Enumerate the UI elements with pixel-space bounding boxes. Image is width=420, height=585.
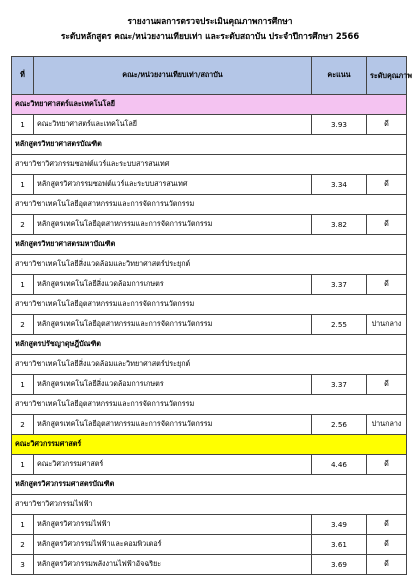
row-no: 3 <box>12 555 34 575</box>
row-no: 2 <box>12 315 34 335</box>
row-label: หลักสูตรวิทยาศาสตรมหาบัณฑิต <box>12 235 407 255</box>
row-label: สาขาวิชาเทคโนโลยีอุตสาหกรรมและการจัดการนวัตกรรม <box>12 295 407 315</box>
row-label: สาขาวิชาวิศวกรรมไฟฟ้า <box>12 495 407 515</box>
faculty-row <box>12 95 407 115</box>
row-level: ดี <box>367 535 407 555</box>
row-label: สาขาวิชาเทคโนโลยีอุตสาหกรรมและการจัดการนวัตกรรม <box>12 395 407 415</box>
major-row <box>12 195 407 215</box>
row-no: 1 <box>12 115 34 135</box>
row-label: หลักสูตรวิศวกรรมศาสตรบัณฑิต <box>12 475 407 495</box>
row-label: สาขาวิชาเทคโนโลยีอุตสาหกรรมและการจัดการนวัตกรรม <box>12 195 407 215</box>
row-label: สาขาวิชาวิศวกรรมซอฟต์แวร์และระบบสารสนเทศ <box>12 155 407 175</box>
row-level: ดี <box>367 455 407 475</box>
header-score: คะแนน <box>312 57 367 95</box>
header-name: คณะ/หน่วยงานเทียบเท่า/สถาบัน <box>34 57 312 95</box>
row-score: 4.46 <box>312 455 367 475</box>
row-no: 1 <box>12 275 34 295</box>
row-level: ปานกลาง <box>367 415 407 435</box>
row-no: 1 <box>12 175 34 195</box>
program-level-row <box>12 475 407 495</box>
major-row <box>12 355 407 375</box>
program-level-row <box>12 235 407 255</box>
program-level-row <box>12 135 407 155</box>
row-label: คณะวิทยาศาสตร์และเทคโนโลยี <box>12 95 407 115</box>
row-name: หลักสูตรเทคโนโลยีสิ่งแวดล้อมการเกษตร <box>34 275 312 295</box>
row-level: ดี <box>367 215 407 235</box>
row-name: คณะวิทยาศาสตร์และเทคโนโลยี <box>34 115 312 135</box>
major-row <box>12 295 407 315</box>
row-name: คณะวิศวกรรมศาสตร์ <box>34 455 312 475</box>
assessment-table <box>11 56 412 575</box>
row-no: 2 <box>12 415 34 435</box>
row-no: 1 <box>12 375 34 395</box>
row-name: หลักสูตรวิศวกรรมพลังงานไฟฟ้าอัจฉริยะ <box>34 555 312 575</box>
table-row <box>12 415 407 435</box>
table-row <box>12 375 407 395</box>
row-score: 3.37 <box>312 375 367 395</box>
row-score: 3.69 <box>312 555 367 575</box>
row-score: 3.82 <box>312 215 367 235</box>
row-score: 3.93 <box>312 115 367 135</box>
faculty-row <box>12 435 407 455</box>
row-name: หลักสูตรเทคโนโลยีอุตสาหกรรมและการจัดการนวัตกรรม <box>34 215 312 235</box>
table-row <box>12 115 407 135</box>
row-name: หลักสูตรเทคโนโลยีอุตสาหกรรมและการจัดการนวัตกรรม <box>34 415 312 435</box>
row-level: ดี <box>367 175 407 195</box>
row-name: หลักสูตรวิศวกรรมซอฟต์แวร์และระบบสารสนเทศ <box>34 175 312 195</box>
table-row <box>12 175 407 195</box>
header-no: ที่ <box>12 57 34 95</box>
major-row <box>12 395 407 415</box>
table-row <box>12 455 407 475</box>
row-level: ปานกลาง <box>367 315 407 335</box>
row-label: สาขาวิชาเทคโนโลยีสิ่งแวดล้อมและวิทยาศาสตร์ประยุกต์ <box>12 255 407 275</box>
table-row <box>12 535 407 555</box>
row-no: 1 <box>12 455 34 475</box>
major-row <box>12 155 407 175</box>
row-name: หลักสูตรวิศวกรรมไฟฟ้าและคอมพิวเตอร์ <box>34 535 312 555</box>
table-header-row <box>12 57 407 95</box>
row-no: 2 <box>12 215 34 235</box>
row-level: ดี <box>367 115 407 135</box>
table-row <box>12 275 407 295</box>
row-level: ดี <box>367 275 407 295</box>
row-name: หลักสูตรเทคโนโลยีสิ่งแวดล้อมการเกษตร <box>34 375 312 395</box>
row-level: ดี <box>367 515 407 535</box>
report-subtitle: ระดับหลักสูตร คณะ/หน่วยงานเทียบเท่า และระดับสถาบัน ประจำปีการศึกษา 2566 <box>60 31 360 41</box>
row-score: 2.55 <box>312 315 367 335</box>
row-label: หลักสูตรปรัชญาดุษฎีบัณฑิต <box>12 335 407 355</box>
row-score: 3.37 <box>312 275 367 295</box>
row-score: 3.61 <box>312 535 367 555</box>
table-row <box>12 515 407 535</box>
row-name: หลักสูตรเทคโนโลยีอุตสาหกรรมและการจัดการนวัตกรรม <box>34 315 312 335</box>
row-level: ดี <box>367 555 407 575</box>
program-level-row <box>12 335 407 355</box>
table-body <box>12 95 407 575</box>
row-label: สาขาวิชาเทคโนโลยีสิ่งแวดล้อมและวิทยาศาสตร์ประยุกต์ <box>12 355 407 375</box>
row-score: 3.49 <box>312 515 367 535</box>
row-score: 3.34 <box>312 175 367 195</box>
major-row <box>12 495 407 515</box>
header-level: ระดับคุณภาพ <box>367 57 407 95</box>
row-level: ดี <box>367 375 407 395</box>
table-row <box>12 315 407 335</box>
row-label: คณะวิศวกรรมศาสตร์ <box>12 435 407 455</box>
row-no: 2 <box>12 535 34 555</box>
row-no: 1 <box>12 515 34 535</box>
row-score: 2.56 <box>312 415 367 435</box>
table-row <box>12 215 407 235</box>
table-row <box>12 555 407 575</box>
row-label: หลักสูตรวิทยาศาสตรบัณฑิต <box>12 135 407 155</box>
major-row <box>12 255 407 275</box>
report-title: รายงานผลการตรวจประเมินคุณภาพการศึกษา <box>127 16 293 26</box>
row-name: หลักสูตรวิศวกรรมไฟฟ้า <box>34 515 312 535</box>
